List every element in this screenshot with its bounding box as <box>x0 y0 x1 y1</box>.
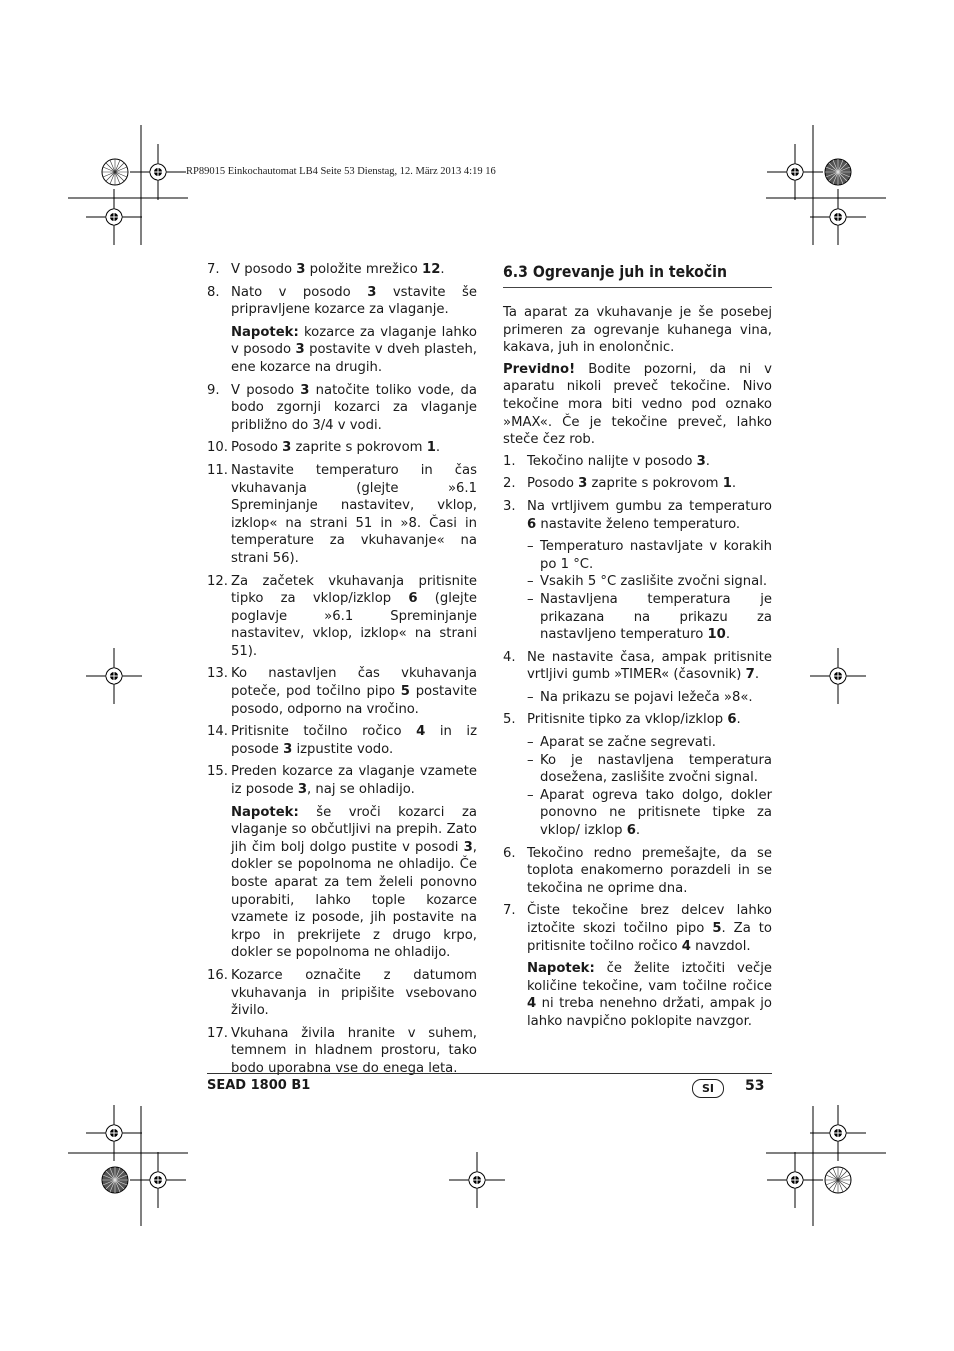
item-text: Pritisnite točilno ročico <box>231 724 417 740</box>
list-item <box>207 763 477 798</box>
item-number: 17. <box>207 1025 228 1041</box>
item-text: Čiste tekočine brez delcev lahko iztočite skozi točilno pipo <box>527 903 772 936</box>
sub-list-item <box>527 787 772 840</box>
section-heading: 6.3 Ogrevanje juh in tekočin <box>503 262 728 281</box>
footer-divider <box>207 1073 772 1074</box>
intro-paragraph: Ta aparat za vkuhavanje je še posebej primeren za ogrevanje kuhanega vina, kakava, juh in enolončnic. <box>503 305 772 356</box>
sub-item-text: Na prikazu se pojavi ležeča »8«. <box>540 689 753 705</box>
part-number: 3 <box>696 453 706 469</box>
dash-bullet: – <box>527 574 534 590</box>
note-text: če želite iztočiti večje količine tekočine, vam točilne ročice <box>527 961 772 994</box>
item-text: Nastavite temperaturo in čas vkuhavanja (glejte »6.1 Spreminjanje nastavitev, vklop, izklop« na strani 51 in »8. Časi in temperature za vkuhavanje« na strani 56). <box>231 462 477 566</box>
list-item <box>207 1025 477 1078</box>
sub-item-text: Aparat se začne segrevati. <box>540 735 716 751</box>
note-text: postavite v dveh plasteh, ene kozarce na drugih. <box>231 342 477 375</box>
sub-item-text: Temperaturo nastavljate v korakih po 1 °C. <box>540 539 772 572</box>
item-text: Pritisnite tipko za vklop/izklop <box>527 712 728 728</box>
sub-list-item <box>527 752 772 787</box>
item-number: 2. <box>503 476 516 492</box>
part-number: 3 <box>367 284 377 300</box>
part-number: 4 <box>416 724 426 740</box>
dash-bullet: – <box>527 689 534 705</box>
sub-item-text: . <box>725 627 731 643</box>
sub-list-item <box>527 591 772 644</box>
item-number: 5. <box>503 712 516 728</box>
item-number: 8. <box>207 284 220 300</box>
part-number: 5 <box>712 921 722 936</box>
item-number: 14. <box>207 724 228 740</box>
note-label: Napotek: <box>527 961 595 977</box>
sub-item-text: Ko je nastavljena temperatura dosežena, zaslišite zvočni signal. <box>540 752 772 786</box>
note-paragraph <box>207 324 477 377</box>
item-text: natočite toliko vode, da bodo zgornji kozarci za vlaganje približno do 3/4 v vodi. <box>231 382 477 433</box>
list-item <box>207 665 477 718</box>
item-number: 9. <box>207 382 220 398</box>
sub-item-text: Aparat ogreva tako dolgo, dokler ponovno ne pritisnete tipke za vklop/ izklop <box>540 787 772 839</box>
item-text: postavite posodo, odporno na vročino. <box>231 684 478 717</box>
note-text: ni treba nenehno držati, ampak jo lahko navpično poklopite navzgor. <box>527 996 772 1029</box>
item-number: 11. <box>207 462 228 478</box>
part-number: 4 <box>681 938 691 954</box>
sub-item-text: . <box>635 823 641 839</box>
note-text: še vroči kozarci za vlaganje so občutljivi na prepih. Zato jih čim bolj dolgo pustite v posodi <box>231 804 477 855</box>
item-number: 16. <box>207 967 228 983</box>
part-number: 7 <box>745 667 755 683</box>
sub-list <box>503 538 772 644</box>
note-label: Napotek: <box>231 324 299 340</box>
list-item <box>503 475 772 493</box>
sub-list-item <box>527 734 772 752</box>
item-text: . <box>435 440 441 456</box>
part-number: 12 <box>422 262 441 277</box>
item-text: , naj se ohladijo. <box>307 782 415 798</box>
dash-bullet: – <box>527 752 534 768</box>
right-steps-list <box>503 453 772 1031</box>
item-text: (glejte poglavje »6.1 Spreminjanje nastavitev, vklop, izklop« na strani 51). <box>231 591 477 659</box>
language-badge: SI <box>692 1079 724 1098</box>
note-text: kozarce za vlaganje lahko v posodo <box>231 324 477 358</box>
item-text: . <box>440 262 445 277</box>
item-number: 7. <box>503 903 516 919</box>
sub-list <box>503 689 772 707</box>
list-item <box>207 382 477 435</box>
item-text: Za začetek vkuhavanja pritisnite tipko za vklop/izklop <box>231 573 477 607</box>
part-number: 5 <box>400 684 410 700</box>
item-text: . <box>705 453 710 469</box>
list-item <box>503 453 772 471</box>
item-number: 1. <box>503 453 516 469</box>
note-label: Napotek: <box>231 804 299 820</box>
item-number: 10. <box>207 440 228 456</box>
part-number: 6 <box>408 591 418 607</box>
sub-list <box>503 734 772 840</box>
part-number: 1 <box>426 440 436 456</box>
item-text: V posodo <box>231 382 301 398</box>
part-number: 3 <box>295 342 305 358</box>
sub-list-item <box>527 538 772 573</box>
part-number: 3 <box>297 782 308 798</box>
item-text: Ne nastavite časa, ampak pritisnite vrtljivi gumb »TIMER« (časovnik) <box>527 649 772 683</box>
item-text: izpustite vodo. <box>292 741 394 757</box>
note-paragraph <box>207 804 477 962</box>
sub-item-text: Nastavljena temperatura je prikazana na prikazu za nastavljeno temperaturo <box>540 591 772 643</box>
item-text: navzdol. <box>690 938 751 954</box>
part-number: 6 <box>727 712 737 728</box>
item-number: 15. <box>207 764 228 780</box>
right-column <box>503 261 772 1036</box>
list-item <box>207 573 477 661</box>
caution-text: Bodite pozorni, da ni v aparatu nikoli preveč tekočine. Nivo tekočine mora biti vedno pod oznako »MAX«. Če je tekočine preveč, lahko steče čez rob. <box>503 361 772 448</box>
dash-bullet: – <box>527 787 534 803</box>
note-text: , dokler se popolnoma ne ohladijo. Če boste aparat za tem želeli ponovno uporabiti, lahko tople kozarce vzamete iz posode, jih postavite na krpo in prekrijete z drugo krpo, dokler se popolnoma ne ohladijo. <box>231 839 477 961</box>
list-item <box>503 649 772 684</box>
item-text: Vkuhana živila hranite v suhem, temnem in hladnem prostoru, tako bodo uporabna vse do enega leta. <box>231 1025 477 1076</box>
list-item <box>207 723 477 758</box>
item-text: V posodo <box>231 262 297 277</box>
dash-bullet: – <box>527 735 534 751</box>
part-number: 10 <box>707 627 726 643</box>
item-text: Tekočino redno premešajte, da se toplota enakomerno porazdeli in se tekočina ne oprime dna. <box>527 845 772 896</box>
item-number: 4. <box>503 649 516 665</box>
item-text: Nato v posodo <box>231 284 368 300</box>
list-item <box>207 284 477 319</box>
caution-label: Previdno! <box>503 361 576 377</box>
part-number: 3 <box>283 741 293 757</box>
left-column <box>207 261 477 1083</box>
footer-model: SEAD 1800 B1 <box>207 1078 311 1093</box>
part-number: 3 <box>463 839 473 855</box>
item-number: 3. <box>503 498 516 514</box>
part-number: 3 <box>296 262 306 277</box>
list-item <box>207 967 477 1020</box>
list-item <box>503 902 772 955</box>
page-number: 53 <box>745 1078 765 1094</box>
item-number: 6. <box>503 845 516 861</box>
item-text: nastavite želeno temperaturo. <box>536 516 741 532</box>
part-number: 6 <box>527 516 537 532</box>
sub-item-text: Vsakih 5 °C zaslišite zvočni signal. <box>540 574 768 590</box>
item-text: . <box>736 712 741 728</box>
item-text: Preden kozarce za vlaganje vzamete iz posode <box>231 764 477 798</box>
item-text: položite mrežico <box>305 262 423 277</box>
list-item <box>503 845 772 898</box>
part-number: 3 <box>282 440 292 456</box>
item-text: . Za to pritisnite točilno ročico <box>527 921 773 954</box>
item-text: in iz posode <box>231 724 477 757</box>
item-number: 7. <box>207 262 220 277</box>
list-item <box>207 439 477 457</box>
item-text: . <box>731 476 737 492</box>
part-number: 4 <box>527 996 537 1012</box>
heading-divider <box>503 287 772 288</box>
part-number: 1 <box>722 476 732 492</box>
item-text: vstavite še pripravljene kozarce za vlaganje. <box>231 284 477 318</box>
print-slug-header: RP89015 Einkochautomat LB4 Seite 53 Dienstag, 12. März 2013 4:19 16 <box>186 166 496 177</box>
item-text: Posodo <box>231 440 283 456</box>
part-number: 6 <box>626 823 636 839</box>
list-item <box>503 711 772 729</box>
item-number: 12. <box>207 573 228 589</box>
sub-list-item <box>527 573 772 591</box>
list-item <box>207 261 477 279</box>
item-text: zaprite s pokrovom <box>291 440 427 456</box>
item-text: zaprite s pokrovom <box>587 476 723 492</box>
dash-bullet: – <box>527 591 534 607</box>
item-text: Ko nastavljen čas vkuhavanja poteče, pod točilno pipo <box>231 666 477 700</box>
dash-bullet: – <box>527 539 534 555</box>
part-number: 3 <box>300 382 310 398</box>
item-text: Na vrtljivem gumbu za temperaturo <box>527 498 772 514</box>
item-number: 13. <box>207 666 228 682</box>
item-text: . <box>754 667 760 683</box>
item-text: Kozarce označite z datumom vkuhavanja in pripišite vsebovano živilo. <box>231 967 477 1019</box>
sub-list-item <box>527 689 772 707</box>
item-text: Tekočino nalijte v posodo <box>527 453 697 469</box>
caution-paragraph <box>503 361 772 449</box>
item-text: Posodo <box>527 476 579 492</box>
list-item <box>503 498 772 533</box>
list-item <box>207 462 477 568</box>
note-paragraph <box>503 960 772 1030</box>
part-number: 3 <box>578 476 588 492</box>
